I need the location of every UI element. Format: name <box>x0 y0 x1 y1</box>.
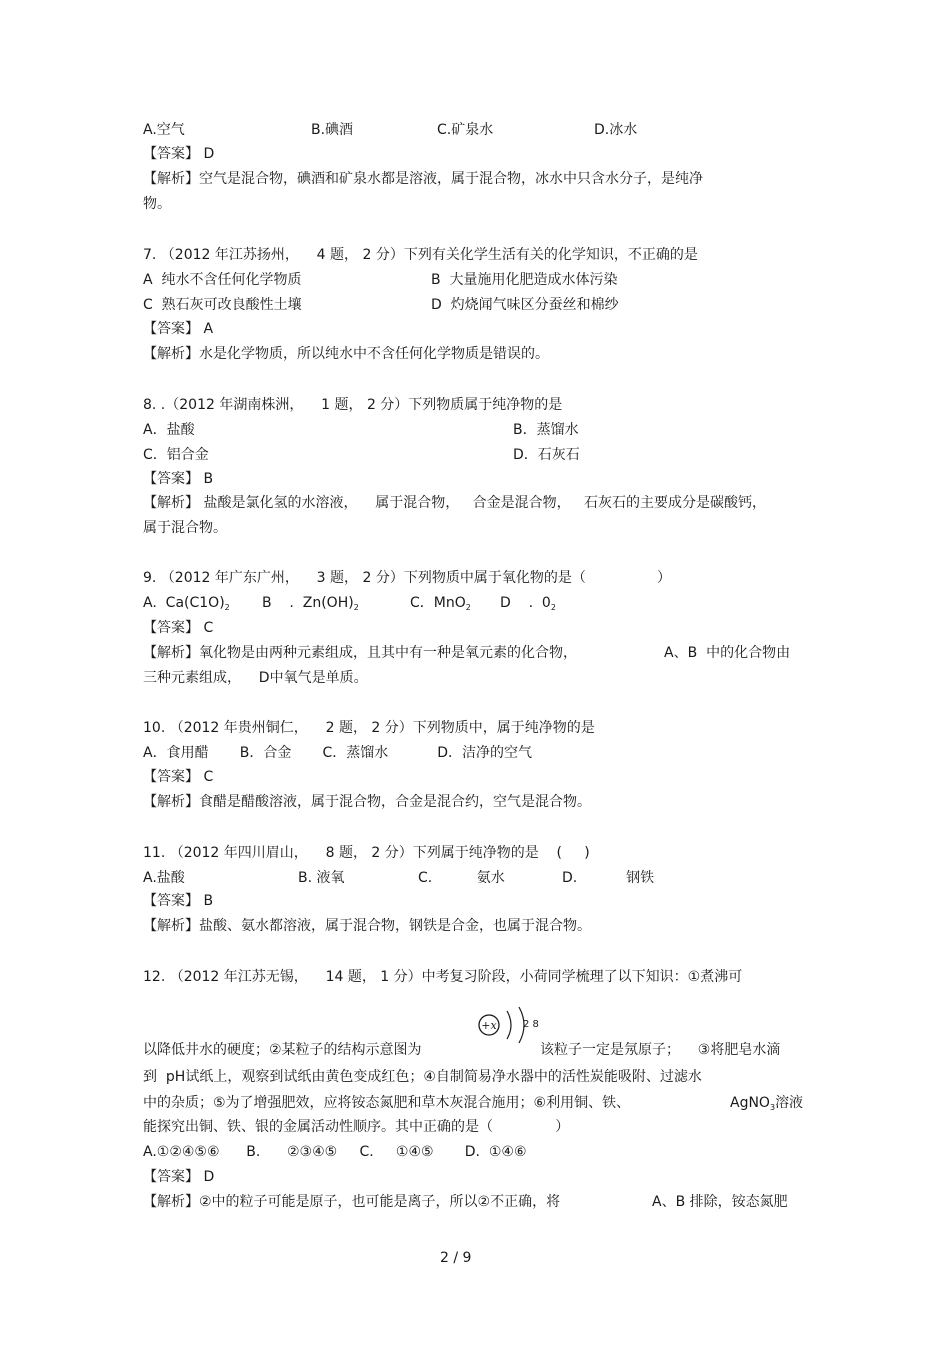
question-stem-cont: 能探究出铜、铁、银的金属活动性顺序。其中正确的是（ ） <box>143 1119 570 1135</box>
question-stem: 12. （2012 年江苏无锡， 14 题， 1 分）中考复习阶段，小荷同学梳理了以下知识：①煮沸可 <box>143 969 743 985</box>
option-b-text: B . Zn(OH) <box>262 595 354 611</box>
option-d-text: D . 0 <box>500 595 551 611</box>
analysis: 【解析】 盐酸是氯化氢的水溶液， 属于混合物， 合金是混合物， 石灰石的主要成分是碳酸钙， <box>143 495 766 511</box>
option-d: D 灼烧闻气味区分蚕丝和棉纱 <box>431 297 619 313</box>
option-c: C．铝合金 <box>143 447 209 463</box>
question-stem: 10. （2012 年贵州铜仁， 2 题， 2 分）下列物质中，属于纯净物的是 <box>143 720 595 736</box>
question-stem: 11. （2012 年四川眉山， 8 题， 2 分）下列属于纯净物的是 ( ) <box>143 845 590 861</box>
answer: 【答案】 C <box>143 620 214 636</box>
shell-arc <box>507 1011 511 1039</box>
answer: 【答案】 D <box>143 1169 215 1185</box>
option-d: D.冰水 <box>594 122 638 138</box>
analysis: 【解析】②中的粒子可能是原子，也可能是离子，所以②不正确，将 <box>143 1194 561 1210</box>
option-c-text: C．MnO <box>410 595 466 611</box>
question-stem: 9. （2012 年广东广州， 3 题， 2 分）下列物质中属于氧化物的是（ ） <box>143 570 672 586</box>
option-a: A 纯水不含任何化学物质 <box>143 272 302 288</box>
analysis: 【解析】食醋是醋酸溶液，属于混合物，合金是混合约，空气是混合物。 <box>143 794 591 810</box>
analysis-part: A、B 排除，铵态氮肥 <box>652 1194 788 1210</box>
question-stem-cont: 该粒子一定是氖原子； ③将肥皂水滴 <box>540 1042 781 1058</box>
question-stem-cont: 中的杂质；⑤为了增强肥效，应将铵态氮肥和草木灰混合施用；⑥利用铜、铁、 <box>143 1095 631 1111</box>
nucleus-charge: +x <box>481 1019 497 1032</box>
option-b: B．蒸馏水 <box>513 422 579 438</box>
subscript: 2 <box>550 603 556 612</box>
page-number: 2 / 9 <box>440 1250 472 1266</box>
option-d <box>500 594 556 614</box>
analysis-cont: 属于混合物。 <box>143 520 227 536</box>
option-c: C.矿泉水 <box>437 122 494 138</box>
option-a: A.空气 <box>143 122 185 138</box>
formula-suffix: 溶液 <box>775 1095 804 1111</box>
option-d: D．石灰石 <box>513 447 580 463</box>
atom-structure-diagram <box>475 1005 545 1053</box>
formula-text: AgNO <box>730 1095 770 1111</box>
option-b: B 大量施用化肥造成水体污染 <box>431 272 618 288</box>
option-b <box>262 594 359 614</box>
question-stem-cont: 以降低井水的硬度；②某粒子的结构示意图为 <box>143 1042 422 1058</box>
option-a <box>143 594 230 614</box>
question-stem-formula <box>730 1094 803 1114</box>
option-a: A.盐酸 <box>143 870 185 886</box>
answer: 【答案】 B <box>143 893 214 909</box>
answer: 【答案】 B <box>143 471 214 487</box>
option-c <box>410 594 471 614</box>
options-row: A．食用醋 B．合金 C．蒸馏水 D．洁净的空气 <box>143 745 532 761</box>
question-stem: 8. .（2012 年湖南株洲， 1 题， 2 分）下列物质属于纯净物的是 <box>143 397 563 413</box>
option-d: D. 钢铁 <box>562 870 655 886</box>
analysis: 【解析】盐酸、氨水都溶液，属于混合物，钢铁是合金，也属于混合物。 <box>143 918 591 934</box>
answer: 【答案】 D <box>143 146 215 162</box>
analysis-cont: 物。 <box>143 196 171 212</box>
subscript: 2 <box>224 603 230 612</box>
analysis: 【解析】氧化物是由两种元素组成，且其中有一种是氧元素的化合物， <box>143 645 577 661</box>
answer: 【答案】 A <box>143 321 214 337</box>
analysis-cont: 三种元素组成， D中氧气是单质。 <box>143 670 368 686</box>
question-stem-cont: 到 pH试纸上，观察到试纸由黄色变成红色；④自制简易净水器中的活性炭能吸附、过滤水 <box>143 1069 702 1085</box>
analysis-part: A、B 中的化合物由 <box>664 645 791 661</box>
option-c: C 熟石灰可改良酸性土壤 <box>143 297 302 313</box>
analysis: 【解析】水是化学物质，所以纯水中不含任何化学物质是错误的。 <box>143 346 549 362</box>
subscript: 3 <box>769 1103 776 1112</box>
subscript: 2 <box>353 603 359 612</box>
analysis: 【解析】空气是混合物，碘酒和矿泉水都是溶液，属于混合物，冰水中只含水分子，是纯净 <box>143 171 703 187</box>
shell-electrons: 2 8 <box>523 1019 539 1030</box>
option-b: B. 液氧 <box>298 870 345 886</box>
option-c: C. 氨水 <box>418 870 505 886</box>
option-a: A．盐酸 <box>143 422 195 438</box>
option-b: B.碘酒 <box>311 122 354 138</box>
option-a-text: A. Ca(C1O) <box>143 595 225 611</box>
subscript: 2 <box>465 603 471 612</box>
answer: 【答案】 C <box>143 769 214 785</box>
question-stem: 7. （2012 年江苏扬州， 4 题， 2 分）下列有关化学生活有关的化学知识，不正确的是 <box>143 247 698 263</box>
options-row: A.①②④⑤⑥ B. ②③④⑤ C. ①④⑤ D. ①④⑥ <box>143 1144 527 1160</box>
